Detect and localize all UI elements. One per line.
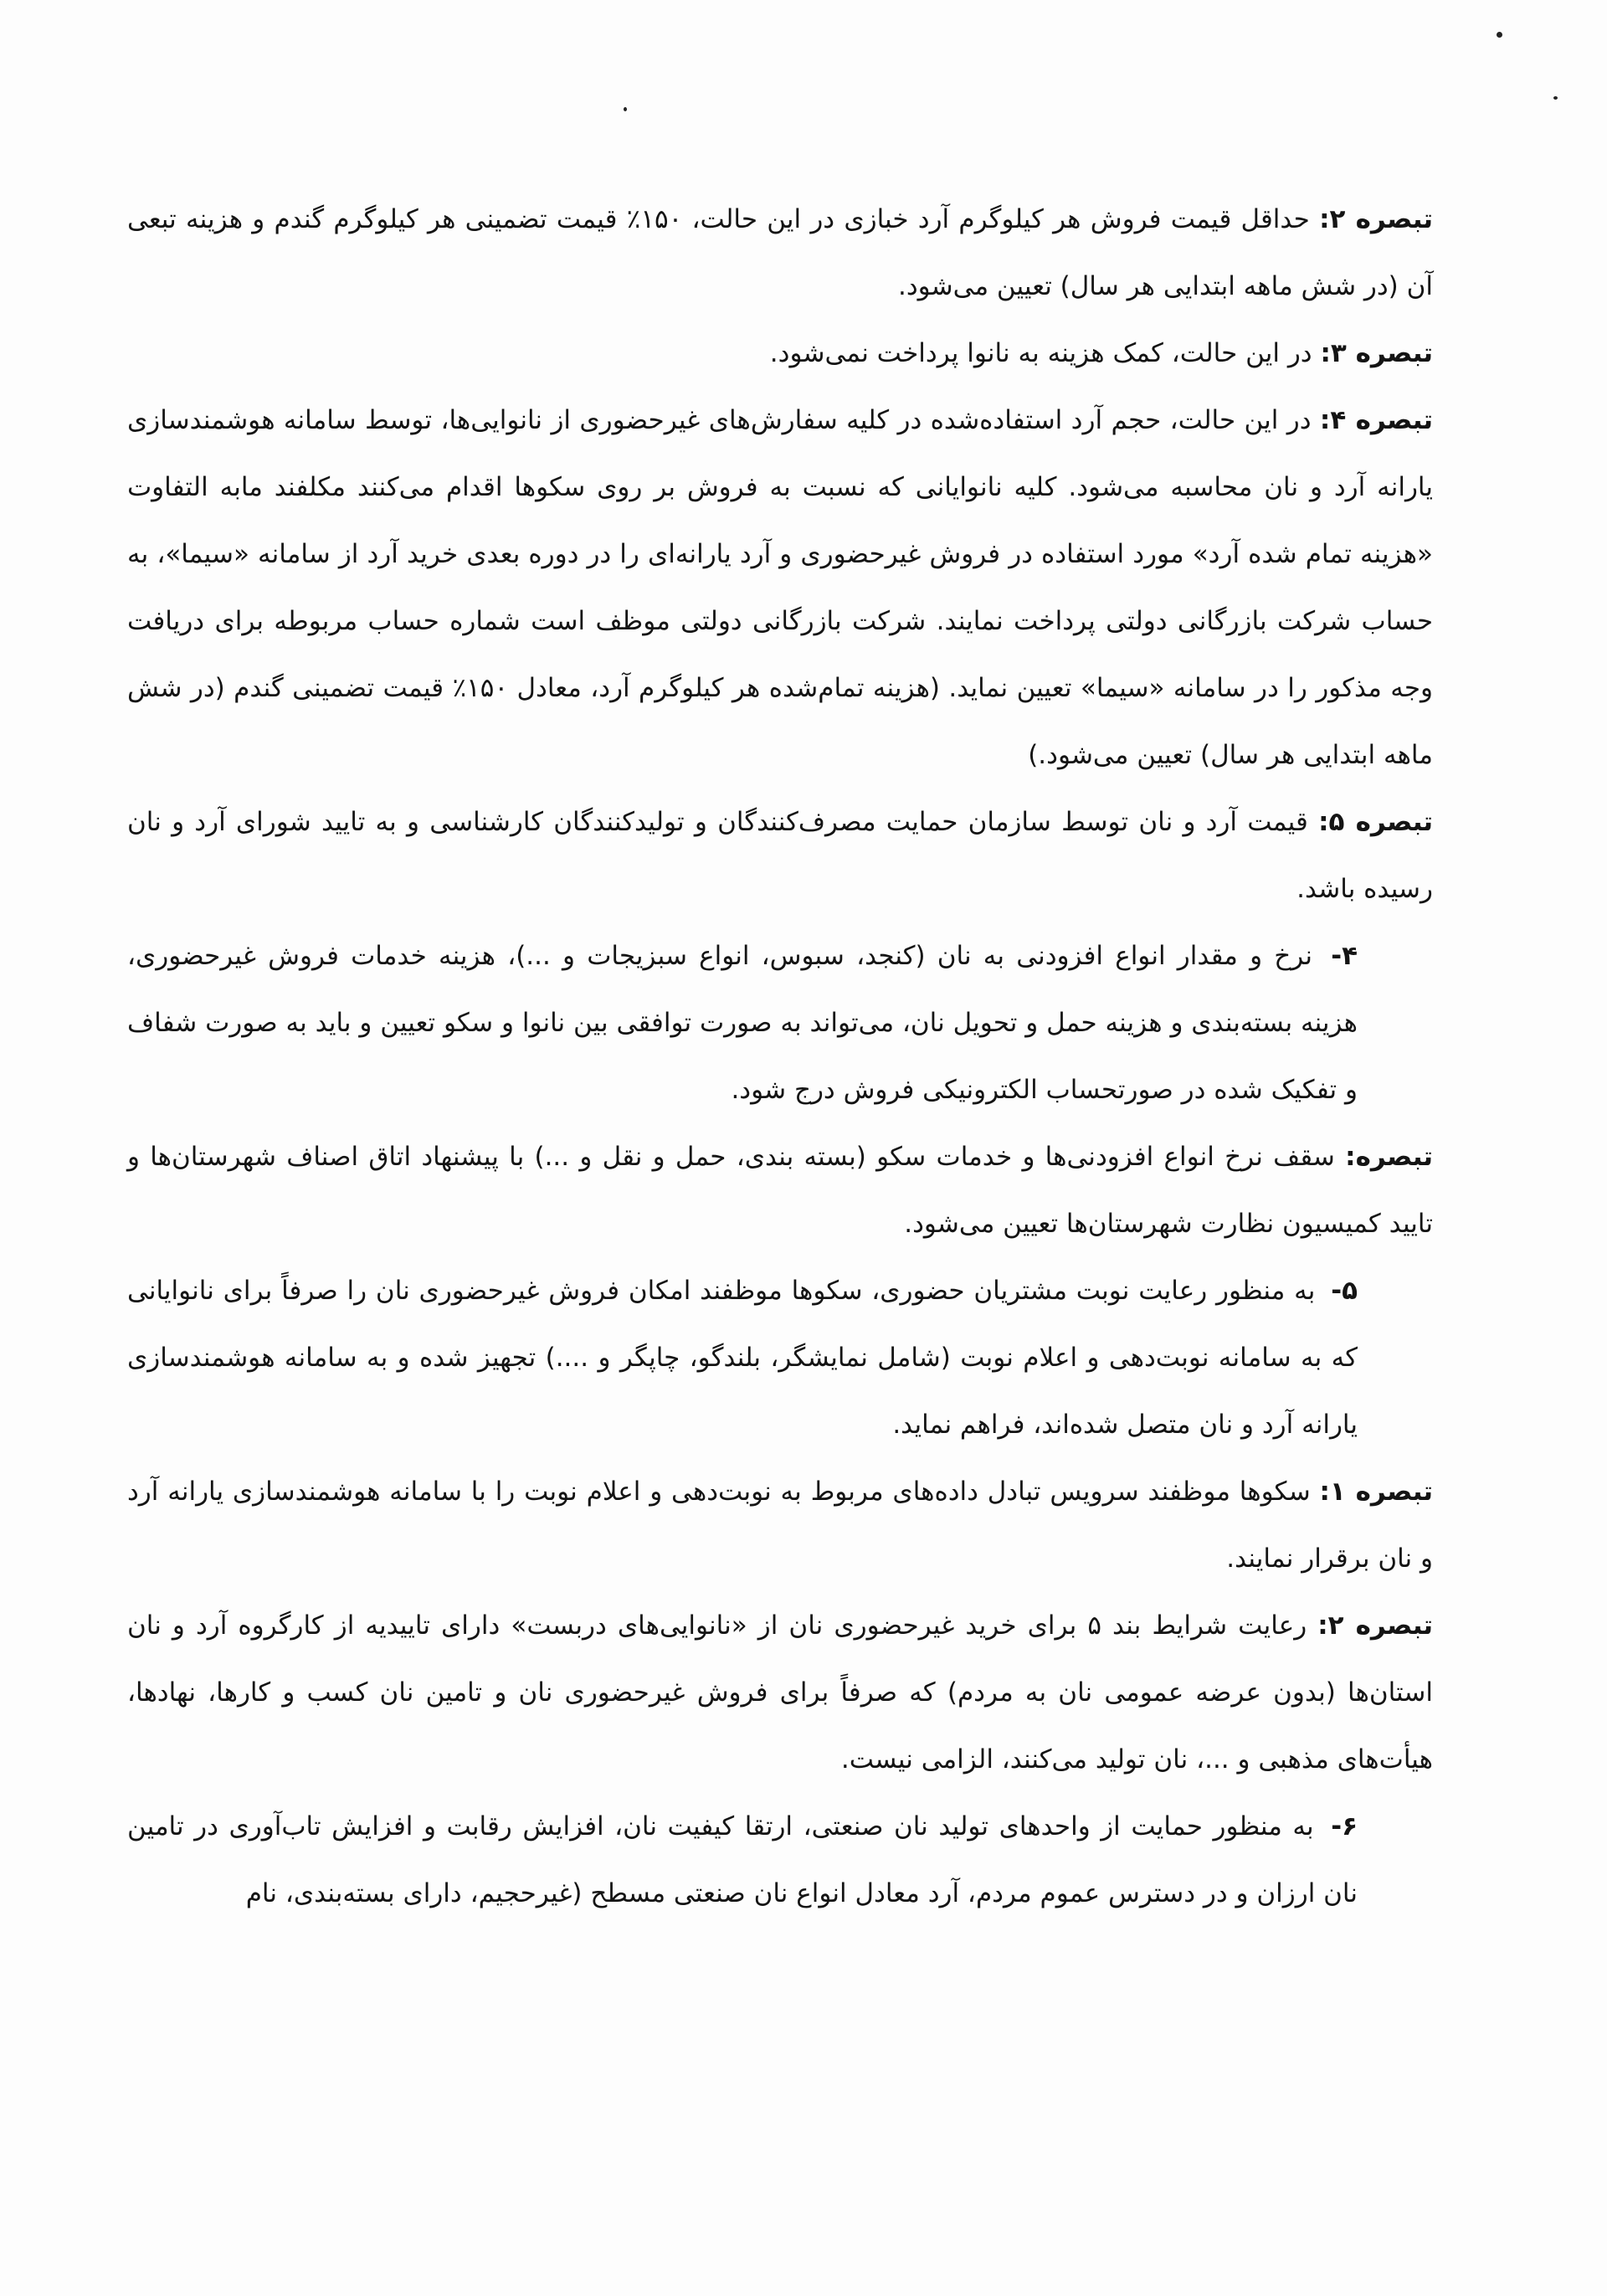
document-body — [127, 186, 1433, 1927]
scan-speck — [624, 107, 627, 111]
note-2b — [127, 1592, 1433, 1793]
item-text: به منظور حمایت از واحدهای تولید نان صنعتی، ارتقا کیفیت نان، افزایش رقابت و افزایش تاب‌آوری در تامین نان ارزان و در دسترس عموم مردم، آرد معادل انواع نان صنعتی مسطح (غیرحجیم، دارای بسته‌بندی، نام — [127, 1811, 1358, 1908]
item-number: ۴- — [1331, 941, 1358, 971]
note-general — [127, 1123, 1433, 1257]
note-label: تبصره ۲: — [1317, 1610, 1433, 1641]
item-5 — [127, 1257, 1433, 1458]
note-label: تبصره ۴: — [1319, 405, 1434, 435]
note-label: تبصره: — [1345, 1142, 1433, 1172]
note-label: تبصره ۳: — [1320, 338, 1433, 368]
scan-speck — [1553, 96, 1558, 100]
item-number: ۵- — [1331, 1276, 1358, 1306]
note-label: تبصره ۲: — [1319, 204, 1434, 234]
note-text: سکوها موظفند سرویس تبادل داده‌های مربوط به نوبت‌دهی و اعلام نوبت را با سامانه هوشمندسازی یارانه آرد و نان برقرار نمایند. — [127, 1477, 1433, 1574]
note-5 — [127, 788, 1433, 922]
item-4 — [127, 922, 1433, 1123]
item-text: به منظور رعایت نوبت مشتریان حضوری، سکوها موظفند امکان فروش غیرحضوری نان را صرفاً برای نانوایانی که به سامانه نوبت‌دهی و اعلام نوبت (شامل نمایشگر، بلندگو، چاپگر و ....) تجهیز شده و به سامانه هوشمندسازی یارانه آرد و نان متصل شده‌اند، فراهم نماید. — [127, 1276, 1358, 1440]
note-text: سقف نرخ انواع افزودنی‌ها و خدمات سکو (بسته بندی، حمل و نقل و ...) با پیشنهاد اتاق اصناف شهرستان‌ها و تایید کمیسیون نظارت شهرستان‌ها تعیین می‌شود. — [127, 1142, 1433, 1239]
note-label: تبصره ۵: — [1318, 807, 1434, 837]
item-6 — [127, 1793, 1433, 1927]
note-text: قیمت آرد و نان توسط سازمان حمایت مصرف‌کنندگان و تولیدکنندگان کارشناسی و به تایید شورای آرد و نان رسیده باشد. — [127, 807, 1433, 904]
item-number: ۶- — [1331, 1811, 1358, 1841]
note-2 — [127, 186, 1433, 320]
scan-speck — [1497, 32, 1502, 38]
note-4 — [127, 387, 1433, 788]
note-text: رعایت شرایط بند ۵ برای خرید غیرحضوری نان از «نانوایی‌های دربست» دارای تاییدیه از کارگروه آرد و نان استان‌ها (بدون عرضه عمومی نان به مردم) که صرفاً برای فروش غیرحضوری نان و تامین نان کسب و کارها، نهادها، هیأت‌های مذهبی و ...، نان تولید می‌کنند، الزامی نیست. — [127, 1610, 1433, 1775]
note-1 — [127, 1458, 1433, 1592]
note-label: تبصره ۱: — [1319, 1477, 1434, 1507]
note-text: در این حالت، حجم آرد استفاده‌شده در کلیه سفارش‌های غیرحضوری از نانوایی‌ها، توسط سامانه هوشمندسازی یارانه آرد و نان محاسبه می‌شود. کلیه نانوایانی که نسبت به فروش بر روی سکوها اقدام می‌کنند مکلفند مابه التفاوت «هزینه تمام شده آرد» مورد استفاده در فروش غیرحضوری و آرد یارانه‌ای را در دوره بعدی خرید آرد از سامانه «سیما»، به حساب شرکت بازرگانی دولتی پرداخت نمایند. شرکت بازرگانی دولتی موظف است شماره حساب مربوطه برای دریافت وجه مذکور را در سامانه «سیما» تعیین نماید. (هزینه تمام‌شده هر کیلوگرم آرد، معادل ۱۵۰٪ قیمت تضمینی گندم (در شش ماهه ابتدایی هر سال) تعیین می‌شود.) — [127, 405, 1433, 770]
note-3 — [127, 320, 1433, 387]
item-text: نرخ و مقدار انواع افزودنی به نان (کنجد، سبوس، انواع سبزیجات و ...)، هزینه خدمات فروش غیرحضوری، هزینه بسته‌بندی و هزینه حمل و تحویل نان، می‌تواند به صورت توافقی بین نانوا و سکو تعیین و باید به صورت شفاف و تفکیک شده در صورتحساب الکترونیکی فروش درج شود. — [127, 941, 1358, 1105]
note-text: در این حالت، کمک هزینه به نانوا پرداخت نمی‌شود. — [769, 338, 1321, 368]
note-text: حداقل قیمت فروش هر کیلوگرم آرد خبازی در این حالت، ۱۵۰٪ قیمت تضمینی هر کیلوگرم گندم و هزینه تبعی آن (در شش ماهه ابتدایی هر سال) تعیین می‌شود. — [127, 204, 1433, 301]
